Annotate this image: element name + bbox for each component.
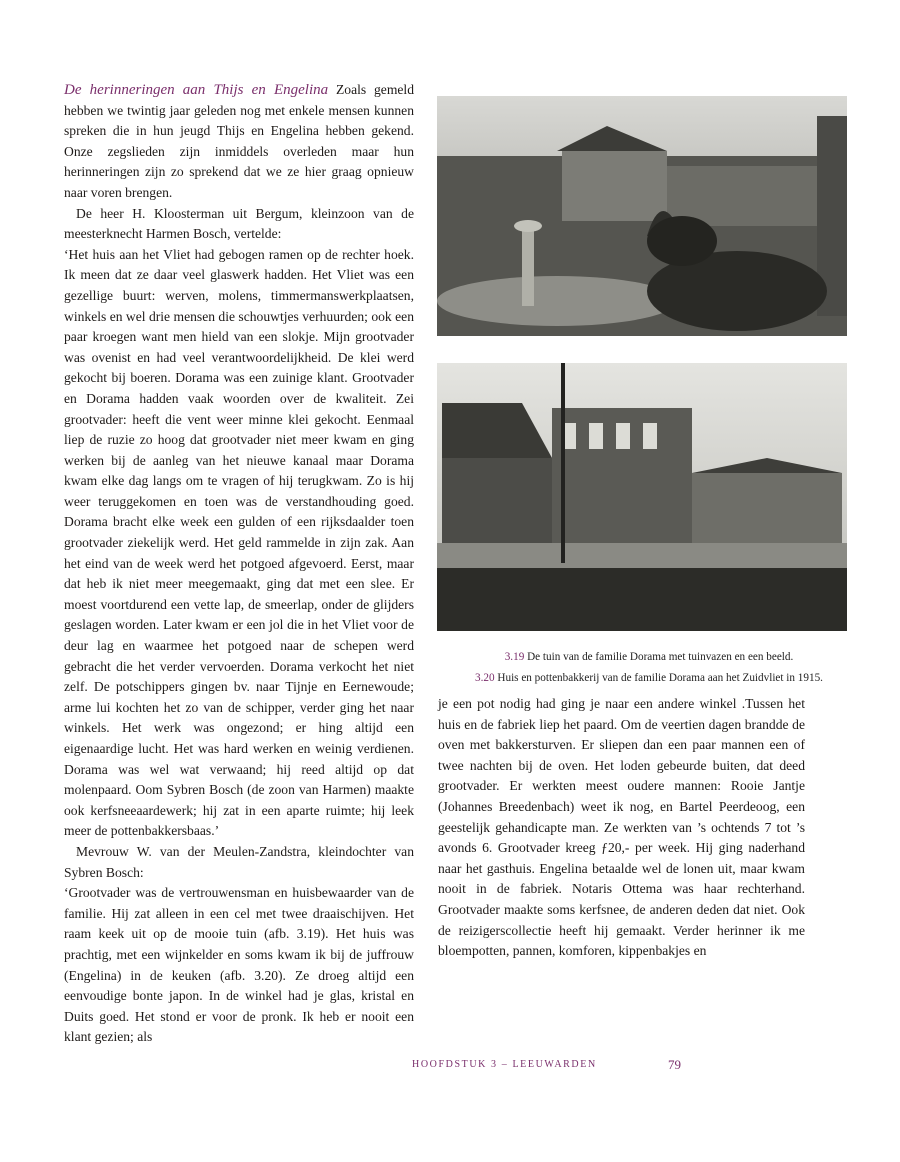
left-text-column (64, 80, 414, 1048)
house-photo (437, 363, 847, 631)
garden-photo (437, 96, 847, 336)
paragraph: Mevrouw W. van der Meulen-Zandstra, kleindochter van Sybren Bosch: (64, 843, 414, 880)
caption-text: De tuin van de familie Dorama met tuinvazen en een beeld. (527, 651, 794, 663)
paragraph-text: Zoals gemeld hebben we twintig jaar geleden nog met enkele mensen kunnen spreken die in hun jeugd Thijs en Engelina hebben gekend. Onze zegslieden zijn inmiddels overleden maar hun herinneringen zijn zo sprekend dat we ze hier graag opnieuw naar voren brengen. (64, 82, 414, 200)
page-number: 79 (668, 1057, 681, 1072)
figure-caption (450, 650, 848, 665)
figure-number: 3.19 (504, 651, 525, 663)
figure-caption (450, 671, 848, 686)
running-head: HOOFDSTUK 3 – LEEUWARDEN (412, 1059, 597, 1070)
quote-paragraph: je een pot nodig had ging je naar een andere winkel .Tussen het huis en de fabriek liep het paard. Om de veertien dagen brandde de oven met bakkersturven. Er sliepen dan een paar mannen een of twee nachten bij de oven. Het loden gebeurde buiten, dat deed grootvader. Er werkten meest oudere mannen: Rooie Jantje (Johannes Breedenbach) weet ik nog, en Bartel Peerdeoog, een geestelijk gehandicapte man. Ze werkten van ’s ochtends 7 tot ’s avonds 6. Grootvader kreeg ƒ20,- per week. Hij ging naderhand naar het gasthuis. Engelina betaalde wel de lonen uit, maar kwam nooit in de fabriek. Notaris Ottema was haar rechterhand. Grootvader maakte soms kerfsnee, de anderen deden dat niet. Ook de reizigerscollectie heeft hij gemaakt. Verder herinner ik me bloempotten, pannen, komforen, kippenbakjes en (438, 696, 805, 959)
paragraph-intro (64, 80, 414, 204)
paragraph: De heer H. Kloosterman uit Bergum, kleinzoon van de meesterknecht Harmen Bosch, vertelde: (64, 205, 414, 242)
quote-paragraph: ‘Grootvader was de vertrouwensman en huisbewaarder van de familie. Hij zat alleen in een cel met twee draaischijven. Het raam keek uit op de mooie tuin (afb. 3.19). Het huis was prachtig, met een wijnkelder en soms kwam ik bij de juffrouw (Engelina) in de keuken (afb. 3.20). Ze droeg altijd een eenvoudige bonte japon. In de winkel had je glas, kristal en Duits goed. Het stond er voor de pronk. Ik heb er nooit een klant gezien; als (64, 885, 414, 1045)
right-text-column (438, 694, 805, 962)
quote-paragraph: ‘Het huis aan het Vliet had gebogen ramen op de rechter hoek. Ik meen dat ze daar veel glaswerk hadden. Het Vliet was een gezellige buurt: werven, molens, timmermanswerkplaatsen, winkels en wel drie mensen die schouwtjes verhuurden; ook een paar kroegen want men hield van een slokje. Mijn grootvader was ovenist en had veel verantwoordelijkheid. De klei werd gekocht bij boeren. Dorama was een zuinige klant. Grootvader en Dorama hadden vaak woorden over de kwaliteit. Zei grootvader: heeft die vent weer minne klei gekocht. Eenmaal liep de ruzie zo hoog dat grootvader niet meer kwam en ging werken bij de aanleg van het nieuwe kanaal maar Dorama kwam elke dag langs om te vragen of hij terugkwam. Zo is hij weer teruggekomen en toen was de verstandhouding goed. Dorama bracht elke week een gulden of een rijksdaalder toen grootvader ziekelijk werd. Het geld rammelde in zijn zak. Aan het eind van de week werd het potgoed afgevoerd. Eerst, maar dat heb ik niet meer meegemaakt, ging dat met een slee. Er moest voortdurend een vette lap, de smeerlap, onder de glijders geslagen worden. Later kwam er een jol die in het Vliet voor de deur lag en waarmee het potgoed naar de schepen werd gebracht die het verder vervoerden. Dorama verkocht het niet zelf. De potschippers gingen bv. naar Tijnje en Eernewoude; arme lui kochten het zo van de schipper, verder ging het naar winkels. Het werk was ongezond; er hing altijd een eigenaardige lucht. Het was hard werken en weinig verdienen. Dorama was wel wat verwaand; hij reed altijd op dat molenpaard. Oom Sybren Bosch (de zoon van Harmen) maakte ook kerfsneeaardewerk; hij zat in een aparte ruimte; hij leek meer de pottenbakkersbaas.’ (64, 246, 414, 839)
figure-number: 3.20 (475, 672, 495, 684)
caption-text: Huis en pottenbakkerij van de familie Dorama aan het Zuidvliet in 1915. (497, 672, 823, 684)
section-heading: De herinneringen aan Thijs en Engelina (64, 82, 329, 98)
